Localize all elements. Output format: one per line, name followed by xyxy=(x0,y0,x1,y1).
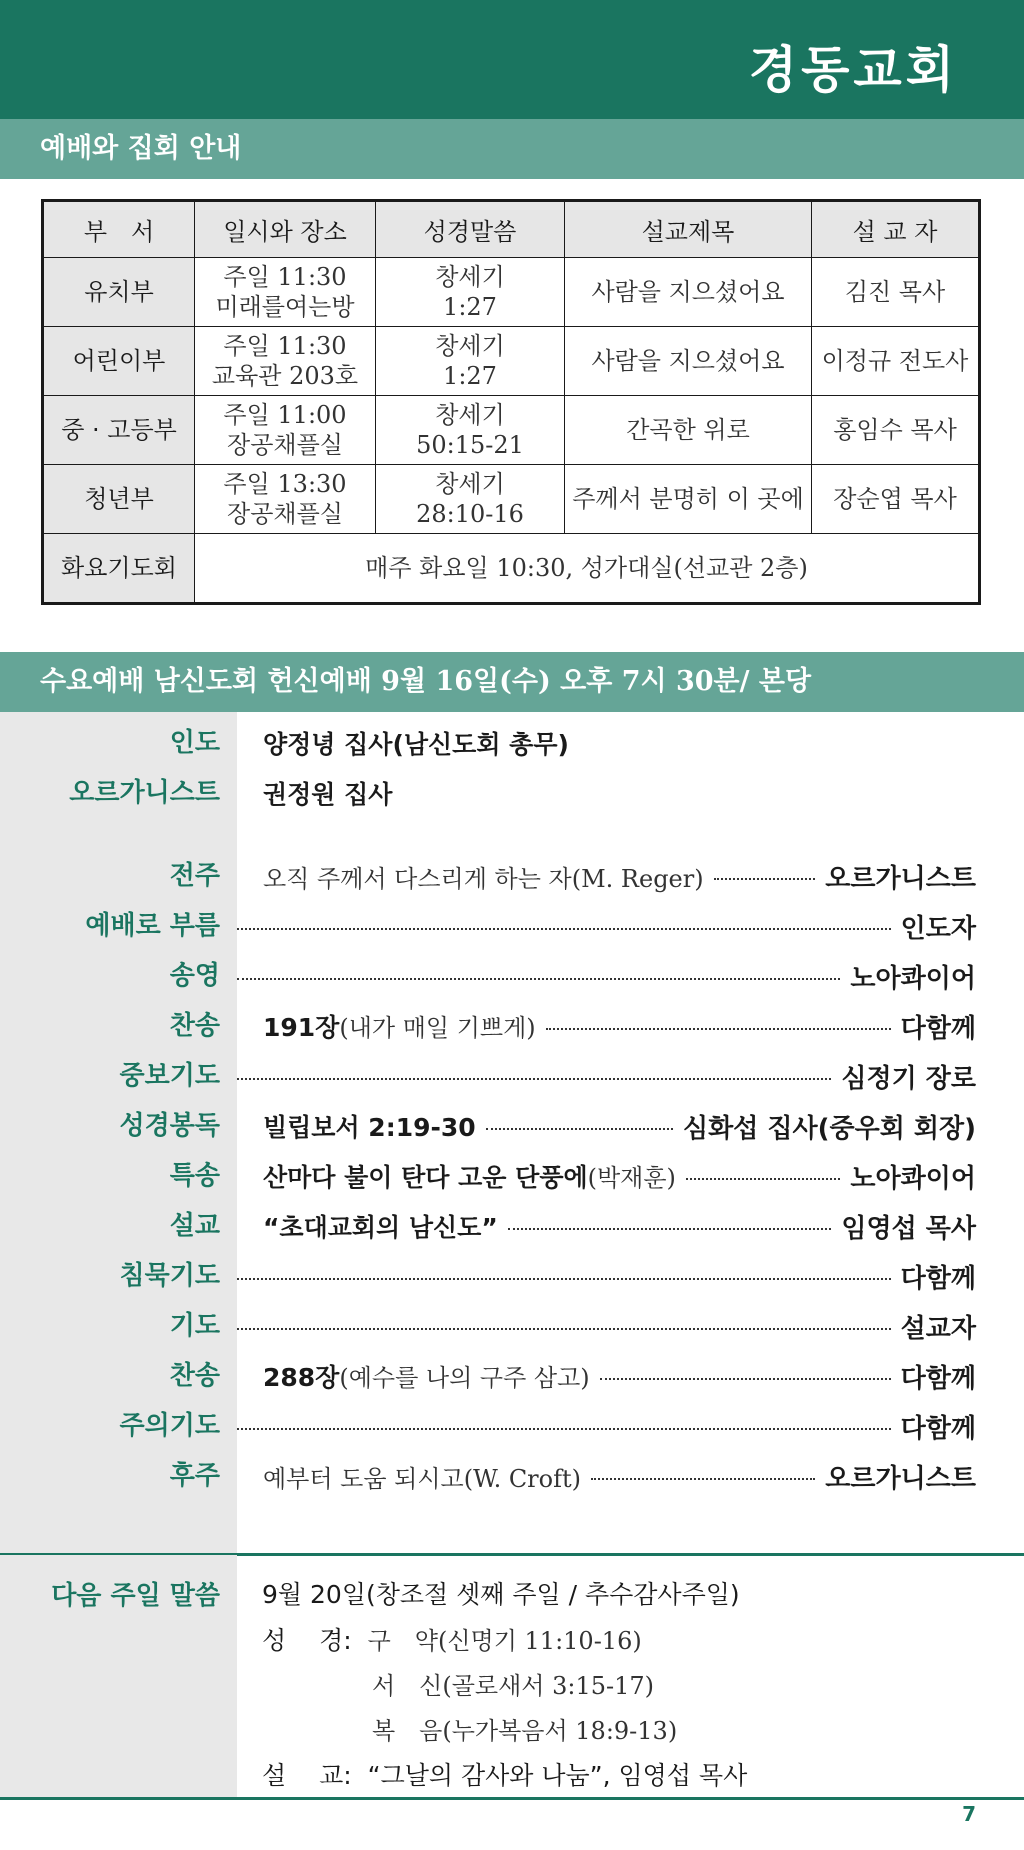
scripture-cell xyxy=(376,396,565,465)
bottom-divider xyxy=(0,1797,1024,1800)
worship-desc: 오직 주께서 다스리게 하는 자(M. Reger) xyxy=(263,864,704,893)
dept-cell: 어린이부 xyxy=(43,327,195,396)
worship-item xyxy=(0,1101,1024,1151)
next-week-section xyxy=(0,1555,1024,1797)
dot-leader xyxy=(686,1178,841,1180)
worship-person: 오르가니스트 xyxy=(825,863,976,894)
worship-item xyxy=(0,1351,1024,1401)
hymn-number: 288장 xyxy=(263,1363,340,1392)
preacher-cell: 홍임수 목사 xyxy=(812,396,980,465)
worship-person: 임영섭 목사 xyxy=(841,1213,976,1244)
hymn-number: 191장 xyxy=(263,1013,340,1042)
verse-text: 28:10-16 xyxy=(416,500,524,528)
dot-leader xyxy=(237,1328,891,1330)
sermon-cell: 사람을 지으셨어요 xyxy=(565,258,812,327)
leader-name: 양정녕 집사(남신도회 총무) xyxy=(263,730,569,759)
worship-label: 성경봉독 xyxy=(119,1111,220,1141)
worship-label: 특송 xyxy=(169,1161,220,1191)
worship-order xyxy=(0,712,1024,1555)
preacher-cell: 장순엽 목사 xyxy=(812,465,980,534)
worship-item xyxy=(0,1451,1024,1501)
dept-cell: 유치부 xyxy=(43,258,195,327)
column-header: 일시와 장소 xyxy=(195,201,376,258)
table-row xyxy=(43,465,980,534)
dot-leader xyxy=(508,1228,832,1230)
dot-leader xyxy=(237,1278,891,1280)
organist-name: 권정원 집사 xyxy=(263,780,393,809)
top-header xyxy=(0,0,1024,119)
table-header-row xyxy=(43,201,980,258)
time-place-cell xyxy=(195,396,376,465)
worship-label: 인도 xyxy=(169,728,220,758)
sermon-cell: 간곡한 위로 xyxy=(565,396,812,465)
worship-label: 주의기도 xyxy=(119,1411,220,1441)
worship-item xyxy=(0,1251,1024,1301)
scripture-reading: 빌립보서 2:19-30 xyxy=(263,1113,476,1142)
book-text: 창세기 xyxy=(435,332,505,360)
dot-leader xyxy=(546,1028,891,1030)
worship-item xyxy=(0,901,1024,951)
book-text: 창세기 xyxy=(435,263,505,291)
worship-item xyxy=(0,951,1024,1001)
column-header: 부 서 xyxy=(43,201,195,258)
table-row xyxy=(43,258,980,327)
church-name: 경동교회 xyxy=(748,40,958,99)
scripture-cell xyxy=(376,327,565,396)
sermon-title: “초대교회의 남신도” xyxy=(263,1213,498,1242)
dot-leader xyxy=(237,1078,831,1080)
prayer-meeting-info: 매주 화요일 10:30, 성가대실(선교관 2층) xyxy=(195,534,980,604)
dot-leader xyxy=(486,1128,673,1130)
dot-leader xyxy=(237,1428,891,1430)
time-text: 주일 13:30 xyxy=(223,470,347,498)
book-text: 창세기 xyxy=(435,401,505,429)
time-text: 주일 11:30 xyxy=(223,332,347,360)
page-number: 7 xyxy=(962,1802,976,1826)
worship-label: 찬송 xyxy=(169,1361,220,1391)
place-text: 장공채플실 xyxy=(227,500,343,528)
worship-label: 설교 xyxy=(169,1211,220,1241)
worship-person: 심화섭 집사(중우회 회장) xyxy=(682,1113,976,1144)
dept-cell: 청년부 xyxy=(43,465,195,534)
sermon-cell: 사람을 지으셨어요 xyxy=(565,327,812,396)
next-week-label: 다음 주일 말씀 xyxy=(51,1581,220,1611)
table-row xyxy=(43,396,980,465)
verse-text: 1:27 xyxy=(443,362,497,390)
worship-person: 노아콰이어 xyxy=(850,963,976,994)
next-week-date: 9월 20일(창조절 셋째 주일 / 추수감사주일) xyxy=(262,1580,740,1609)
scripture-cell xyxy=(376,258,565,327)
worship-label: 전주 xyxy=(169,861,220,891)
time-place-cell xyxy=(195,465,376,534)
preacher-cell: 김진 목사 xyxy=(812,258,980,327)
scripture-cell xyxy=(376,465,565,534)
next-sermon: “그날의 감사와 나눔”, 임영섭 목사 xyxy=(367,1761,748,1790)
worship-label: 중보기도 xyxy=(119,1061,220,1091)
worship-person: 다함께 xyxy=(900,1363,976,1394)
worship-row-leader xyxy=(0,718,1024,768)
dept-cell: 중 · 고등부 xyxy=(43,396,195,465)
column-header: 성경말씀 xyxy=(376,201,565,258)
worship-item xyxy=(0,1401,1024,1451)
worship-person: 다함께 xyxy=(900,1263,976,1294)
dot-leader xyxy=(237,928,891,930)
dot-leader xyxy=(591,1478,815,1480)
worship-person: 인도자 xyxy=(900,913,976,944)
worship-person: 다함께 xyxy=(900,1013,976,1044)
worship-label: 예배로 부름 xyxy=(85,911,220,941)
worship-item xyxy=(0,851,1024,901)
column-header: 설 교 자 xyxy=(812,201,980,258)
preacher-cell: 이정규 전도사 xyxy=(812,327,980,396)
composer: (박재훈) xyxy=(587,1164,676,1192)
sermon-label: 설 교: xyxy=(262,1761,352,1790)
worship-item xyxy=(0,1051,1024,1101)
worship-label: 송영 xyxy=(169,961,220,991)
dot-leader xyxy=(714,878,816,880)
worship-person: 심정기 장로 xyxy=(841,1063,976,1094)
table-row xyxy=(43,327,980,396)
time-place-cell xyxy=(195,258,376,327)
worship-person: 설교자 xyxy=(900,1313,976,1344)
place-text: 장공채플실 xyxy=(227,431,343,459)
hymn-title: (내가 매일 기쁘게) xyxy=(339,1014,536,1042)
verse-text: 1:27 xyxy=(443,293,497,321)
sermon-cell: 주께서 분명히 이 곳에 xyxy=(565,465,812,534)
worship-person: 오르가니스트 xyxy=(825,1463,976,1494)
special-song-title: 산마다 불이 탄다 고운 단풍에 xyxy=(263,1163,588,1192)
dot-leader xyxy=(237,978,840,980)
scripture-epistle: 서 신(골로새서 3:15-17) xyxy=(372,1672,655,1700)
worship-person: 다함께 xyxy=(900,1413,976,1444)
dot-leader xyxy=(600,1378,891,1380)
table-row xyxy=(43,534,980,604)
schedule-table xyxy=(41,199,981,605)
worship-item xyxy=(0,1201,1024,1251)
worship-label: 침묵기도 xyxy=(119,1261,220,1291)
worship-item xyxy=(0,1151,1024,1201)
scripture-label: 성 경: xyxy=(262,1626,352,1655)
dept-cell: 화요기도회 xyxy=(43,534,195,604)
column-header: 설교제목 xyxy=(565,201,812,258)
scripture-ot: 구 약(신명기 11:10-16) xyxy=(367,1627,642,1655)
verse-text: 50:15-21 xyxy=(416,431,524,459)
section-title-wednesday-service: 수요예배 남신도회 헌신예배 9월 16일(수) 오후 7시 30분/ 본당 xyxy=(0,652,1024,712)
place-text: 미래를여는방 xyxy=(215,293,355,321)
worship-label: 기도 xyxy=(169,1311,220,1341)
book-text: 창세기 xyxy=(435,470,505,498)
worship-desc: 예부터 도움 되시고(W. Croft) xyxy=(263,1464,581,1493)
worship-item xyxy=(0,1301,1024,1351)
next-week-scripture-line xyxy=(262,1621,642,1657)
worship-item xyxy=(0,1001,1024,1051)
time-text: 주일 11:00 xyxy=(223,401,347,429)
worship-label: 후주 xyxy=(169,1461,220,1491)
worship-person: 노아콰이어 xyxy=(850,1163,976,1194)
place-text: 교육관 203호 xyxy=(211,362,359,390)
scripture-gospel: 복 음(누가복음서 18:9-13) xyxy=(372,1717,678,1745)
time-place-cell xyxy=(195,327,376,396)
worship-label: 오르가니스트 xyxy=(69,778,220,808)
worship-row-organist xyxy=(0,768,1024,818)
next-week-sermon-line xyxy=(262,1756,747,1792)
hymn-title: (예수를 나의 구주 삼고) xyxy=(339,1364,590,1392)
worship-label: 찬송 xyxy=(169,1011,220,1041)
section-title-schedule: 예배와 집회 안내 xyxy=(0,119,1024,179)
time-text: 주일 11:30 xyxy=(223,263,347,291)
